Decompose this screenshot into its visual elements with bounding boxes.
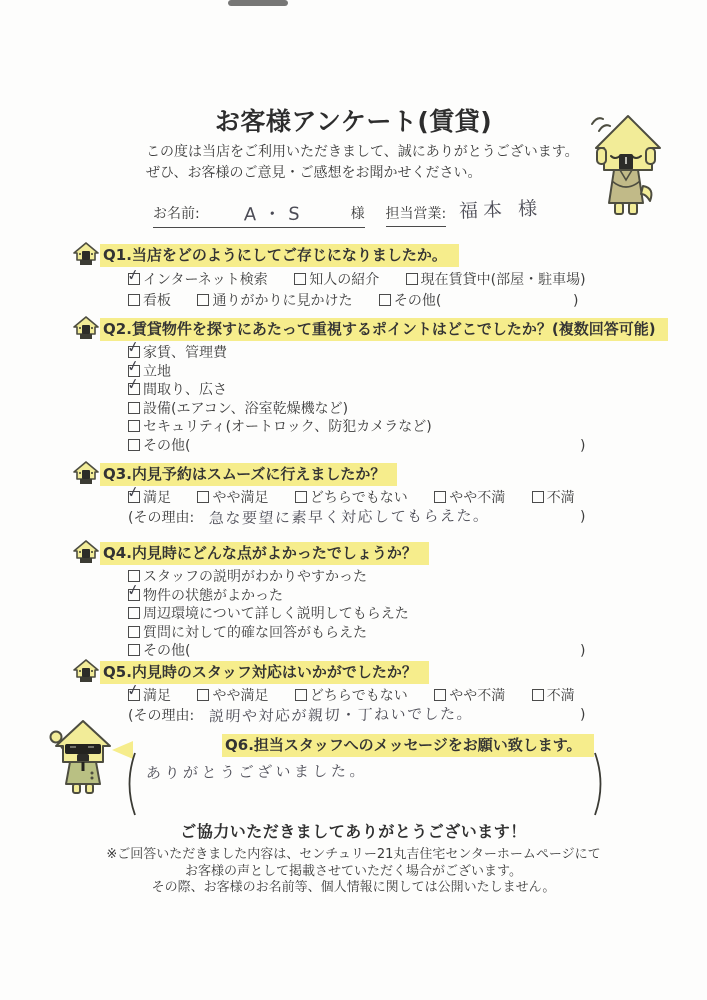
option-label: やや満足 xyxy=(212,688,269,704)
checkbox-icon xyxy=(434,689,446,701)
checkbox-icon xyxy=(128,626,140,638)
close-paren: ) xyxy=(580,508,586,525)
option-label: 不満 xyxy=(546,688,575,704)
checkbox-icon xyxy=(128,644,140,656)
q2-option-5 xyxy=(128,419,432,435)
q5-reason-handwritten: 説明や対応が親切・丁ねいでした。 xyxy=(208,704,474,725)
option-label: 不満 xyxy=(546,490,575,506)
q6-message-box xyxy=(120,751,610,817)
checkbox-icon xyxy=(128,273,140,285)
footer-note-2: お客様の声として掲載させていただく場合がございます。 xyxy=(185,863,522,879)
q5-option-5 xyxy=(532,688,575,704)
option-label: 周辺環境について詳しく説明してもらえた xyxy=(143,606,409,622)
q5-option-4 xyxy=(434,688,505,704)
q3-option-4 xyxy=(434,490,505,506)
question-1-title: Q1.当店をどのようにしてご存じになりましたか。 xyxy=(100,244,459,267)
checkbox-icon xyxy=(128,689,140,701)
reason-label: (その理由: xyxy=(128,707,195,724)
question-5-title: Q5.内見時のスタッフ対応はいかがでしたか？ xyxy=(100,661,429,684)
q4-option-2 xyxy=(128,588,283,604)
question-6-title: Q6.担当スタッフへのメッセージをお願い致します。 xyxy=(222,734,594,757)
footer-note-3: その際、お客様のお名前等、個人情報に関しては公開いたしません。 xyxy=(151,880,556,895)
option-label: 質問に対して的確な回答がもらえた xyxy=(143,624,367,641)
checkbox-icon xyxy=(197,491,209,503)
checkbox-icon xyxy=(128,420,140,432)
question-3 xyxy=(0,463,707,527)
scan-artifact xyxy=(228,0,288,6)
q3-option-5 xyxy=(532,490,575,506)
house-dog-icon xyxy=(71,241,101,267)
house-dog-icon xyxy=(71,315,101,341)
q1-option-2 xyxy=(294,272,379,288)
name-label: お名前: xyxy=(153,206,200,222)
q1-option-3 xyxy=(406,272,586,288)
checkbox-icon xyxy=(532,491,544,503)
option-label: 満足 xyxy=(143,688,171,704)
footer-thanks: ご協力いただきましてありがとうございます！ xyxy=(180,822,527,841)
footer xyxy=(0,819,707,897)
name-row xyxy=(153,197,542,228)
option-label: その他( xyxy=(143,643,191,659)
option-label: 立地 xyxy=(143,363,171,380)
q2-option-4 xyxy=(128,401,348,417)
house-dog-icon xyxy=(71,539,101,565)
close-paren: ) xyxy=(573,292,579,309)
name-field xyxy=(204,198,346,224)
option-label: スタッフの説明がわかりやすかった xyxy=(143,569,367,585)
checkbox-icon xyxy=(128,402,140,414)
checkbox-icon xyxy=(197,689,209,701)
q4-option-4 xyxy=(128,625,367,641)
question-4 xyxy=(0,542,707,661)
page-title: お客様アンケート(賃貸) xyxy=(214,107,493,136)
option-label: 現在賃貸中(部屋・駐車場) xyxy=(420,272,586,288)
option-label: 間取り、広さ xyxy=(143,382,227,398)
q2-option-3 xyxy=(128,382,227,398)
checkbox-icon xyxy=(406,273,418,285)
agent-label: 担当営業: xyxy=(385,206,447,222)
q1-option-1 xyxy=(128,272,268,288)
close-paren: ) xyxy=(580,706,586,723)
option-label: その他( xyxy=(393,292,442,309)
q5-option-3 xyxy=(295,688,408,704)
option-label: やや満足 xyxy=(212,490,269,506)
close-paren: ) xyxy=(580,437,586,454)
reason-label: (その理由: xyxy=(128,509,195,526)
intro-line-2: ぜひ、お客様のご意見・ご感想をお聞かせください。 xyxy=(146,165,482,181)
option-label: 通りがかりに見かけた xyxy=(212,292,353,309)
bowing-house-dog-mascot-icon xyxy=(584,108,668,216)
customer-name-handwritten: A・S xyxy=(243,203,307,226)
option-label: どちらでもない xyxy=(309,490,408,506)
checkbox-icon xyxy=(532,689,544,701)
option-label: 設備(エアコン、浴室乾燥機など) xyxy=(143,400,349,417)
q2-option-6 xyxy=(128,438,190,454)
q5-option-2 xyxy=(197,688,268,704)
q1-option-6 xyxy=(379,293,441,309)
question-2 xyxy=(0,318,707,455)
option-label: セキュリティ(オートロック、防犯カメラなど) xyxy=(143,419,432,435)
option-label: 物件の状態がよかった xyxy=(143,587,283,604)
q3-option-2 xyxy=(197,490,268,506)
question-1 xyxy=(0,244,707,311)
option-label: どちらでもない xyxy=(309,688,408,704)
agent-name-handwritten: 福本 様 xyxy=(458,197,543,223)
question-4-title: Q4.内見時にどんな点がよかったでしょうか？ xyxy=(100,542,429,565)
q5-option-1 xyxy=(128,688,171,704)
checkbox-icon xyxy=(128,491,140,503)
checkbox-icon xyxy=(128,439,140,451)
checkbox-icon xyxy=(128,294,140,306)
house-dog-icon xyxy=(71,658,101,684)
q1-option-5 xyxy=(197,293,352,309)
close-paren: ) xyxy=(580,643,586,659)
q2-option-1 xyxy=(128,345,227,361)
checkbox-icon xyxy=(128,589,140,601)
q4-option-5 xyxy=(128,643,190,659)
checkbox-icon xyxy=(197,294,209,306)
intro-line-1: この度は当店をご利用いただきまして、誠にありがとうございます。 xyxy=(146,144,579,160)
q3-option-3 xyxy=(295,490,408,506)
q1-option-4 xyxy=(128,293,171,309)
checkbox-icon xyxy=(295,491,307,503)
close-paren-icon xyxy=(592,751,608,817)
checkbox-icon xyxy=(294,273,306,285)
honorific-label: 様 xyxy=(350,206,365,222)
option-label: 家賃、管理費 xyxy=(143,345,227,361)
option-label: その他( xyxy=(143,437,191,454)
question-3-title: Q3.内見予約はスムーズに行えましたか？ xyxy=(100,463,397,486)
option-label: 知人の紹介 xyxy=(309,272,380,288)
intro-text xyxy=(146,142,616,184)
option-label: やや不満 xyxy=(449,490,506,506)
checkbox-icon xyxy=(295,689,307,701)
open-paren-icon xyxy=(122,751,138,817)
checkbox-icon xyxy=(128,383,140,395)
checkbox-icon xyxy=(434,491,446,503)
q4-option-3 xyxy=(128,606,409,622)
option-label: インターネット検索 xyxy=(143,272,268,288)
q6-message-handwritten: ありがとうございました。 xyxy=(145,761,369,783)
house-dog-icon xyxy=(71,460,101,486)
q4-option-1 xyxy=(128,569,367,585)
checkbox-icon xyxy=(379,294,391,306)
q3-option-1 xyxy=(128,490,171,506)
checkbox-icon xyxy=(128,607,140,619)
option-label: やや不満 xyxy=(449,688,506,704)
option-label: 満足 xyxy=(143,490,171,506)
footer-note-1: ※ご回答いただきました内容は、センチュリー21丸吉住宅センターホームページにて xyxy=(106,847,601,862)
question-2-title: Q2.賃貸物件を探すにあたって重視するポイントはどこでしたか？(複数回答可能) xyxy=(100,318,668,341)
option-label: 看板 xyxy=(143,292,171,309)
q3-reason-handwritten: 急な要望に素早く対応してもらえた。 xyxy=(208,506,490,527)
